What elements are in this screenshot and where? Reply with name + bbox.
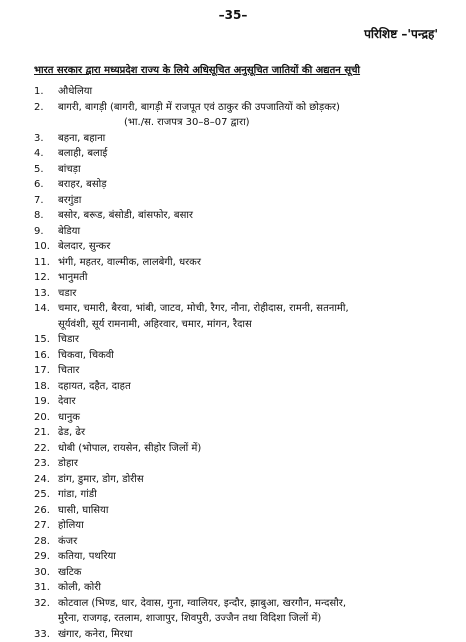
item-number: 24. (34, 472, 58, 488)
list-item (34, 410, 444, 426)
list-item (34, 425, 444, 441)
document-heading: भारत सरकार द्वारा मध्यप्रदेश राज्य के लिये अधिसूचित अनुसूचित जातियों की अद्यतन सूची (34, 62, 434, 76)
page-number: –35– (0, 8, 466, 22)
list-item (34, 456, 444, 472)
item-text: चडार (58, 286, 444, 302)
item-text: कोटवाल (भिण्ड, धार, देवास, गुना, ग्वालियर, इन्दौर, झाबुआ, खरगौन, मन्दसौर, (58, 596, 444, 612)
item-number: 4. (34, 146, 58, 162)
list-item (34, 348, 444, 364)
item-number: 11. (34, 255, 58, 271)
list-item (34, 441, 444, 457)
list-item (34, 363, 444, 379)
list-item (34, 224, 444, 240)
item-number: 7. (34, 193, 58, 209)
item-number: 23. (34, 456, 58, 472)
item-number: 1. (34, 84, 58, 100)
item-number: 31. (34, 580, 58, 596)
item-number: 5. (34, 162, 58, 178)
list-item (34, 472, 444, 488)
item-text: गांडा, गांडी (58, 487, 444, 503)
item-text: चमार, चमारी, बैरवा, भांबी, जाटव, मोची, रैगर, नौना, रोहीदास, रामनी, सतनामी, (58, 301, 444, 317)
item-text: घासी, घासिया (58, 503, 444, 519)
item-text: बागरी, बागड़ी (बागरी, बागड़ी में राजपूत एवं ठाकुर की उपजातियों को छोड़कर) (58, 100, 444, 116)
item-text: मुरैना, राजगढ़, रतलाम, शाजापुर, शिवपुरी, उज्जैन तथा विदिशा जिलों में) (58, 611, 444, 627)
item-text: देवार (58, 394, 444, 410)
item-text: बराहर, बसोड़ (58, 177, 444, 193)
list-item (34, 270, 444, 286)
list-item (34, 518, 444, 534)
item-number: 3. (34, 131, 58, 147)
item-number: 27. (34, 518, 58, 534)
item-number: 8. (34, 208, 58, 224)
list-item (34, 332, 444, 348)
item-note: (भा./स. राजपत्र 30–8–07 द्वारा) (124, 115, 444, 131)
item-number: 30. (34, 565, 58, 581)
item-text: सूर्यवंशी, सूर्य रामनामी, अहिरवार, चमार, मांगन, रैदास (58, 317, 444, 333)
list-item (34, 100, 444, 131)
item-text: कोली, कोरी (58, 580, 444, 596)
list-item (34, 255, 444, 271)
list-item (34, 627, 444, 642)
item-text: बांचड़ा (58, 162, 444, 178)
item-text: खटिक (58, 565, 444, 581)
list-item (34, 193, 444, 209)
item-text: बेलदार, सुन्कर (58, 239, 444, 255)
item-number: 2. (34, 100, 58, 116)
list-item (34, 84, 444, 100)
list-item (34, 487, 444, 503)
item-number: 14. (34, 301, 58, 317)
item-text: भंगी, महतर, वाल्मीक, लालबेगी, धरकर (58, 255, 444, 271)
item-number: 25. (34, 487, 58, 503)
item-text: डांग, डुमार, डोग, डोरीस (58, 472, 444, 488)
item-number: 10. (34, 239, 58, 255)
item-text: चिकवा, चिकवी (58, 348, 444, 364)
item-number: 20. (34, 410, 58, 426)
caste-list (34, 84, 444, 642)
item-number: 12. (34, 270, 58, 286)
item-text: बलाही, बलाई (58, 146, 444, 162)
item-text: खंगार, कनेरा, मिरधा (58, 627, 444, 642)
item-text: ढेड, ढेर (58, 425, 444, 441)
list-item (34, 596, 444, 627)
item-number: 16. (34, 348, 58, 364)
list-item (34, 565, 444, 581)
item-text: भानुमती (58, 270, 444, 286)
item-text: चिडार (58, 332, 444, 348)
list-item (34, 301, 444, 332)
list-item (34, 580, 444, 596)
item-number: 9. (34, 224, 58, 240)
item-text: होलिया (58, 518, 444, 534)
list-item (34, 131, 444, 147)
item-text: बसोर, बरूड, बंसोडी, बांसफोर, बसार (58, 208, 444, 224)
item-number: 19. (34, 394, 58, 410)
item-number: 26. (34, 503, 58, 519)
list-item (34, 177, 444, 193)
item-text: औधेलिया (58, 84, 444, 100)
item-text: बेडिया (58, 224, 444, 240)
item-number: 15. (34, 332, 58, 348)
item-text: दहायत, दहैत, दाहत (58, 379, 444, 395)
item-text: धोबी (भोपाल, रायसेन, सीहोर जिलों में) (58, 441, 444, 457)
list-item (34, 146, 444, 162)
item-number: 17. (34, 363, 58, 379)
item-text: बरगुंडा (58, 193, 444, 209)
list-item (34, 534, 444, 550)
item-text: बहना, बहाना (58, 131, 444, 147)
list-item (34, 162, 444, 178)
list-item (34, 239, 444, 255)
item-number: 18. (34, 379, 58, 395)
item-number: 22. (34, 441, 58, 457)
item-number: 33. (34, 627, 58, 642)
list-item (34, 503, 444, 519)
list-item (34, 549, 444, 565)
appendix-label: परिशिष्ट –'पन्द्रह' (364, 25, 438, 42)
item-number: 29. (34, 549, 58, 565)
item-number: 6. (34, 177, 58, 193)
item-text: चितार (58, 363, 444, 379)
item-number: 13. (34, 286, 58, 302)
list-item (34, 286, 444, 302)
item-number: 28. (34, 534, 58, 550)
item-number: 32. (34, 596, 58, 612)
item-number: 21. (34, 425, 58, 441)
item-text: कंजर (58, 534, 444, 550)
item-text: डोहार (58, 456, 444, 472)
item-text: कतिया, पथरिया (58, 549, 444, 565)
list-item (34, 394, 444, 410)
list-item (34, 208, 444, 224)
item-text: धानुक (58, 410, 444, 426)
list-item (34, 379, 444, 395)
